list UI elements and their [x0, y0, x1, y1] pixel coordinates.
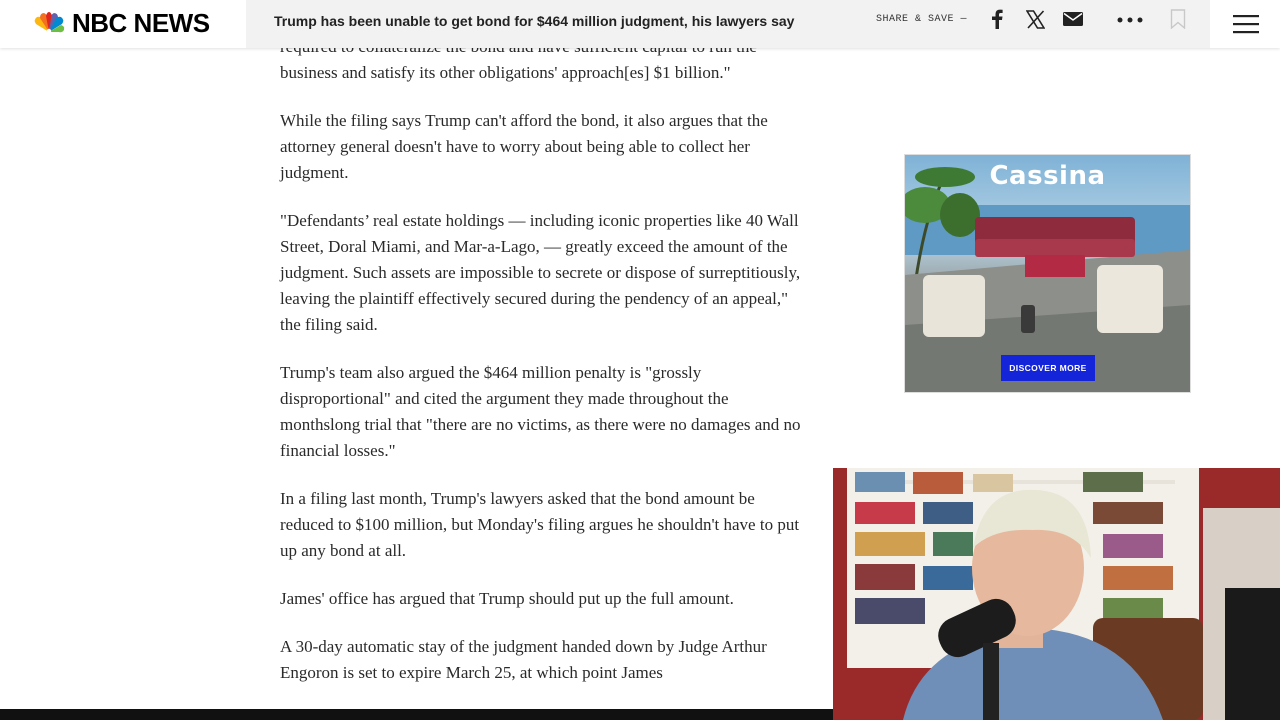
article-paragraph: business and satisfy its other obligations' approach[es] $1 billion."	[280, 63, 731, 82]
more-icon	[1117, 17, 1143, 23]
peacock-icon	[32, 12, 66, 34]
article-paragraph: A 30-day automatic stay of the judgment handed down by Judge Arthur Engoron is set to expire March 25, at which point James	[280, 637, 767, 682]
nbc-news-logo[interactable]	[32, 6, 210, 40]
article-paragraph: "Defendants’ real estate holdings — including iconic properties like 40 Wall Street, Doral Miami, and Mar-a-Lago, — greatly exceed the amount of the judgment. Such assets are impossible to secrete or dispose of surreptitiously, leaving the plaintiff effectively secured during the pendency of an appeal," the filing said.	[280, 211, 801, 334]
webcam-feed	[833, 468, 1280, 720]
x-icon	[1026, 10, 1045, 29]
share-save-label: SHARE & SAVE —	[876, 14, 968, 25]
bookmark-icon	[1170, 9, 1186, 29]
article-headline: Trump has been unable to get bond for $464 million judgment, his lawyers say	[274, 13, 795, 29]
article-paragraph: Trump's team also argued the $464 million penalty is "grossly disproportional" and cited the argument they made throughout the monthslong trial that "there are no victims, as there were no damages and no financial losses."	[280, 363, 801, 460]
menu-button[interactable]	[1212, 0, 1280, 48]
email-icon	[1063, 12, 1083, 26]
ad-brand: Cassina	[989, 161, 1106, 191]
article-paragraph: In a filing last month, Trump's lawyers asked that the bond amount be reduced to $100 million, but Monday's filing argues he shouldn't have to put up any bond at all.	[280, 489, 800, 560]
site-header	[0, 0, 1280, 48]
article-paragraph: James' office has argued that Trump should put up the full amount.	[280, 589, 734, 608]
facebook-icon	[991, 9, 1003, 29]
more-options-button[interactable]	[1116, 12, 1144, 28]
email-share-button[interactable]	[1062, 10, 1084, 28]
video-bottom-bar	[0, 709, 833, 720]
article-paragraph: While the filing says Trump can't afford the bond, it also argues that the attorney general doesn't have to worry about being able to collect her judgment.	[280, 111, 768, 182]
cassina-advertisement[interactable]	[904, 154, 1191, 393]
bookmark-button[interactable]	[1168, 8, 1188, 30]
x-share-button[interactable]	[1024, 8, 1046, 30]
facebook-share-button[interactable]	[986, 8, 1008, 30]
logo-text: NBC NEWS	[72, 7, 210, 38]
webcam-overlay	[833, 468, 1280, 720]
menu-icon	[1233, 14, 1259, 34]
discover-more-button[interactable]: DISCOVER MORE	[1001, 355, 1095, 381]
article-body	[280, 34, 810, 708]
